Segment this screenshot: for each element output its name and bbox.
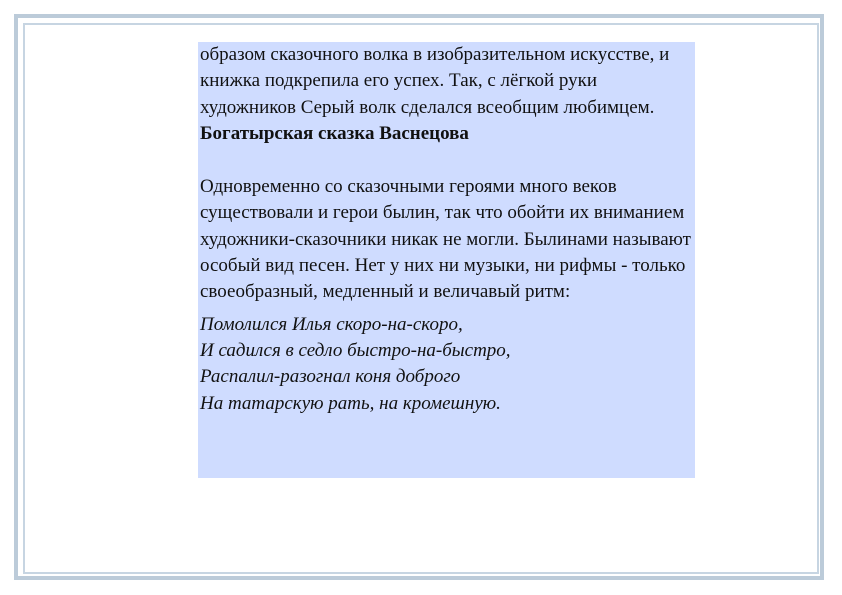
paragraph-intro: образом сказочного волка в изобразительном искусстве, и книжка подкрепила его успех. Так, с лёгкой руки художников Серый волк сделался всеобщим любимцем. — [200, 44, 670, 118]
paragraph-byliny: Одновременно со сказочными героями много веков существовали и герои былин, так что обойти их вниманием художники-сказочники никак не могли. Былинами называют особый вид песен. Нет у них ни музыки, ни рифмы - только своеобразный, медленный и величавый ритм: — [200, 176, 691, 303]
text-box — [198, 42, 695, 478]
verse-line-2: И садился в седло быстро-на-быстро, — [200, 339, 511, 361]
verse-line-1: Помолился Илья скоро-на-скоро, — [200, 313, 463, 335]
section-heading: Богатырская сказка Васнецова — [200, 122, 469, 144]
verse-line-4: На татарскую рать, на кромешную. — [200, 392, 501, 414]
verse-quote — [200, 312, 693, 417]
verse-line-3: Распалил-разогнал коня доброго — [200, 366, 461, 388]
